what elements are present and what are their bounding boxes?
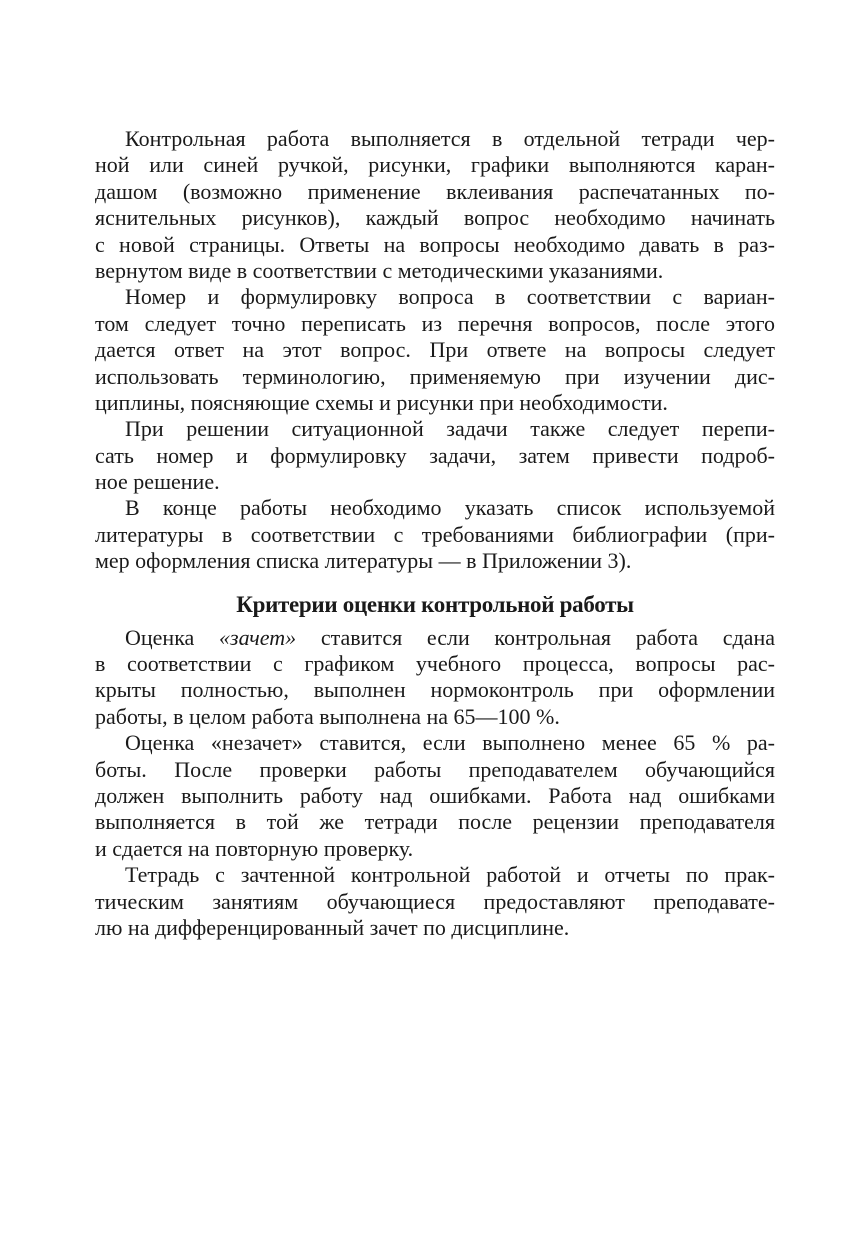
paragraph-line: том следует точно переписать из перечня вопросов, после этого: [95, 310, 775, 336]
paragraph-line: ной или синей ручкой, рисунки, графики выполняются каран-: [95, 152, 775, 178]
instructions-section: [95, 126, 775, 575]
paragraph-line: крыты полностью, выполнен нормоконтроль при оформлении: [95, 677, 775, 703]
paragraph-line: яснительных рисунков), каждый вопрос необходимо начинать: [95, 205, 775, 231]
paragraph: [95, 862, 775, 941]
section-heading: Критерии оценки контрольной работы: [236, 591, 634, 617]
text: ставится если контрольная работа сдана: [296, 624, 775, 650]
paragraph-line: При решении ситуационной задачи также следует перепи-: [125, 416, 775, 442]
criteria-section: [95, 730, 775, 941]
paragraph-line: Тетрадь с зачтенной контрольной работой и отчеты по прак-: [125, 862, 775, 888]
paragraph-line: работы, в целом работа выполнена на 65—100 %.: [95, 703, 560, 729]
paragraph-line: боты. После проверки работы преподавателем обучающийся: [95, 756, 775, 782]
paragraph-line: в соответствии с графиком учебного процесса, вопросы рас-: [95, 651, 775, 677]
paragraph: [95, 126, 775, 284]
paragraph: [95, 495, 775, 574]
paragraph-line: вернутом виде в соответствии с методическими указаниями.: [95, 257, 664, 283]
paragraph-line: и сдается на повторную проверку.: [95, 835, 414, 861]
paragraph-line: использовать терминологию, применяемую при изучении дис-: [95, 363, 775, 389]
paragraph-line: тическим занятиям обучающиеся предоставляют преподавате-: [95, 888, 775, 914]
criteria-paragraph-pass: [95, 625, 775, 731]
pass-grade-term: «зачет»: [219, 624, 297, 650]
paragraph-line: В конце работы необходимо указать список используемой: [125, 495, 775, 521]
paragraph-line: выполняется в той же тетради после рецензии преподавателя: [95, 809, 775, 835]
paragraph-line: с новой страницы. Ответы на вопросы необходимо давать в раз-: [95, 231, 775, 257]
paragraph-line: Оценка «незачет» ставится, если выполнено менее 65 % ра-: [125, 730, 775, 756]
paragraph-line: лю на дифференцированный зачет по дисциплине.: [95, 914, 570, 940]
paragraph-line: [95, 625, 775, 651]
paragraph-line: Номер и формулировку вопроса в соответствии с вариан-: [125, 284, 775, 310]
paragraph: [95, 730, 775, 862]
paragraph-line: циплины, поясняющие схемы и рисунки при необходимости.: [95, 389, 668, 415]
text: Оценка: [125, 624, 220, 650]
paragraph: [95, 416, 775, 495]
paragraph-line: сать номер и формулировку задачи, затем привести подроб-: [95, 442, 775, 468]
document-page: [95, 126, 775, 941]
paragraph-line: дашом (возможно применение вклеивания распечатанных по-: [95, 178, 775, 204]
paragraph-line: Контрольная работа выполняется в отдельной тетради чер-: [125, 126, 775, 151]
paragraph: [95, 284, 775, 416]
paragraph-line: литературы в соответствии с требованиями библиографии (при-: [95, 521, 775, 547]
paragraph-line: дается ответ на этот вопрос. При ответе на вопросы следует: [95, 337, 775, 363]
paragraph-line: мер оформления списка литературы — в Приложении 3).: [95, 548, 632, 574]
paragraph-line: должен выполнить работу над ошибками. Работа над ошибками: [95, 782, 775, 808]
paragraph-line: ное решение.: [95, 469, 220, 495]
